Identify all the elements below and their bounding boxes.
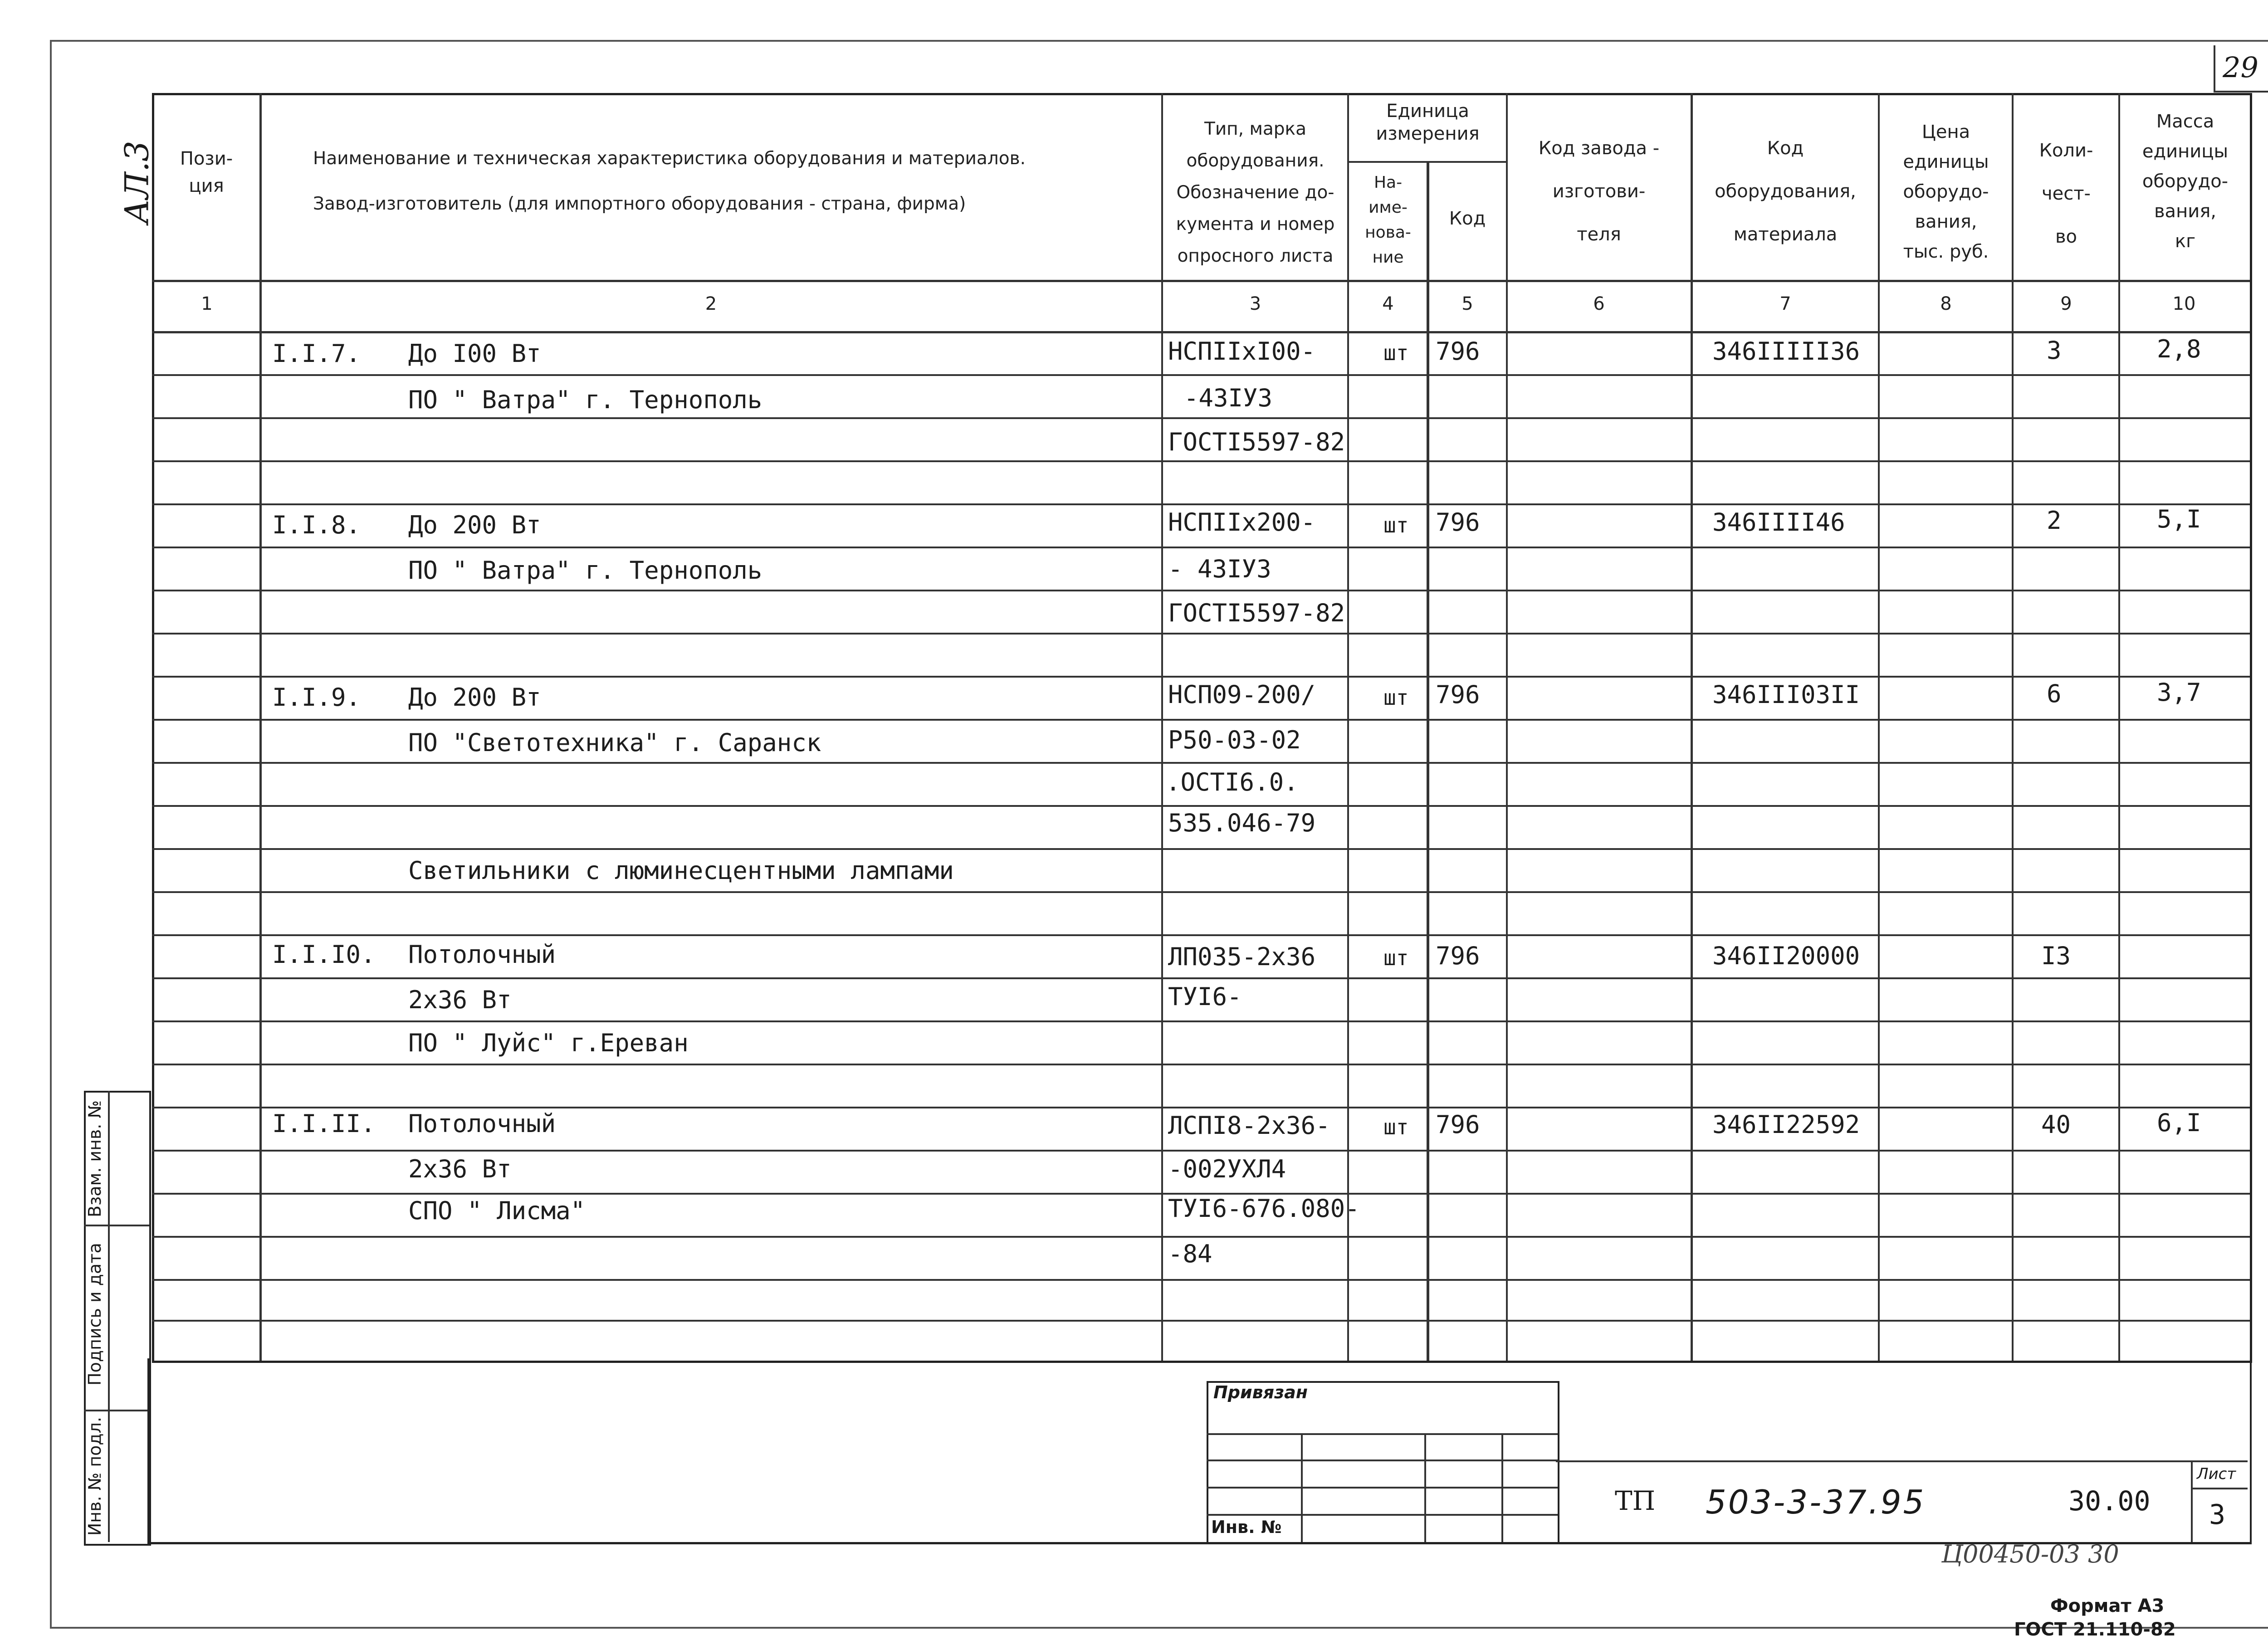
cell-name: ПО " Ватра" г. Тернополь: [408, 386, 763, 414]
header-plant-code: Код завода - изготови- теля: [1538, 138, 1660, 245]
header-quantity: Коли- чест- во: [2039, 140, 2093, 247]
cell-code: 796: [1436, 1110, 1480, 1139]
side-label-replaced-inv: Взам. инв. №: [85, 1100, 105, 1218]
cell-name: ПО "Светотехника" г. Саранск: [408, 728, 821, 757]
cell-type: ТУI6-676.080-: [1168, 1194, 1360, 1223]
side-label-signature-date: Подпись и дата: [85, 1243, 105, 1386]
cell-position: I.I.I0.: [272, 940, 376, 969]
page-number: 29: [2223, 51, 2258, 84]
cell-name: Потолочный: [408, 940, 556, 969]
cell-unit: шт: [1383, 513, 1409, 537]
cell-quantity: 40: [2041, 1110, 2071, 1139]
cell-mass: 3,7: [2157, 678, 2201, 707]
col-num-1: 1: [201, 293, 213, 314]
cell-position: I.I.9.: [272, 683, 361, 712]
header-price: Цена единицы оборудо- вания, тыс. руб.: [1903, 122, 1989, 262]
header-equipment-code: Код оборудования, материала: [1715, 138, 1856, 245]
cell-type: -43IУЗ: [1184, 384, 1273, 412]
cell-position: I.I.II.: [272, 1109, 376, 1138]
cell-type: ЛСПI8-2х36-: [1168, 1111, 1330, 1140]
cell-type: НСПIIхI00-: [1168, 337, 1316, 366]
cell-mass: 2,8: [2157, 335, 2201, 363]
cell-name: 2х36 Вт: [408, 986, 512, 1014]
inventory-label: Инв. №: [1211, 1517, 1282, 1537]
header-unit-code: Код: [1449, 208, 1486, 229]
cell-mass: 5,I: [2157, 505, 2201, 533]
col-num-9: 9: [2060, 293, 2072, 314]
cell-type: ЛП035-2х36: [1168, 942, 1316, 971]
cell-code: 796: [1436, 680, 1480, 709]
stamp-area: [147, 1358, 2252, 1544]
cell-code: 796: [1436, 337, 1480, 366]
header-position: Пози- ция: [180, 148, 233, 196]
cell-name: 2х36 Вт: [408, 1155, 512, 1183]
doc-section: 30.00: [2068, 1485, 2151, 1517]
cell-quantity: 3: [2047, 336, 2062, 365]
cell-type: ТУI6-: [1168, 982, 1242, 1011]
cell-name: До I00 Вт: [408, 339, 541, 368]
col-num-4: 4: [1382, 293, 1394, 314]
section-title: Светильники с люминесцентными лампами: [408, 856, 954, 885]
cell-unit: шт: [1383, 946, 1409, 970]
cell-quantity: 2: [2047, 506, 2062, 535]
cell-type: НСПIIх200-: [1168, 508, 1316, 537]
col-num-3: 3: [1249, 293, 1261, 314]
cell-unit: шт: [1383, 685, 1409, 710]
col-num-6: 6: [1593, 293, 1605, 314]
header-unit-name: На- име- нова- ние: [1365, 173, 1411, 267]
format-label: Формат А3: [2050, 1596, 2165, 1616]
cell-type: -84: [1168, 1240, 1212, 1268]
cell-type: .ОСТI6.0.: [1166, 768, 1299, 796]
cell-name: ПО " Ватра" г. Тернополь: [408, 556, 763, 585]
cell-name: До 200 Вт: [408, 511, 541, 539]
cell-name: Потолочный: [408, 1109, 556, 1138]
header-mass: Масса единицы оборудо- вания, кг: [2142, 111, 2229, 252]
cell-type: - 43IУЗ: [1168, 555, 1271, 583]
binding-label: Привязан: [1213, 1382, 1308, 1402]
cell-type: Р50-03-02: [1168, 726, 1301, 754]
cell-name: СПО " Лисма": [408, 1196, 586, 1225]
sheet-label: Лист: [2197, 1465, 2236, 1483]
cell-equipment-code: 346II20000: [1712, 942, 1860, 970]
doc-prefix: ТП: [1615, 1485, 1656, 1516]
header-name: Наименование и техническая характеристика оборудования и материалов. Завод-изготовитель (для импортного оборудования - страна, фирма): [313, 148, 1026, 214]
col-num-10: 10: [2172, 293, 2196, 314]
cell-type: 535.046-79: [1168, 809, 1316, 837]
cell-type: ГОСТI5597-82: [1168, 599, 1345, 627]
cell-unit: шт: [1383, 1115, 1409, 1139]
cell-position: I.I.7.: [272, 339, 361, 368]
cell-type: -002УХЛ4: [1168, 1155, 1286, 1183]
cell-equipment-code: 346III03II: [1712, 680, 1860, 709]
cell-name: До 200 Вт: [408, 683, 541, 712]
cell-type: ГОСТI5597-82: [1168, 428, 1345, 456]
cell-type: НСП09-200/: [1168, 680, 1316, 709]
cell-equipment-code: 346IIII46: [1712, 508, 1845, 537]
side-label-original-inv: Инв. № подл.: [85, 1416, 105, 1536]
gost-label: ГОСТ 21.110-82: [2014, 1619, 2176, 1640]
header-type: Тип, марка оборудования. Обозначение до- кумента и номер опросного листа: [1176, 119, 1335, 266]
cell-quantity: 6: [2047, 679, 2062, 708]
cell-code: 796: [1436, 508, 1480, 537]
handwritten-code: Ц00450-03 30: [1941, 1540, 2119, 1568]
col-num-5: 5: [1461, 293, 1473, 314]
col-num-7: 7: [1779, 293, 1791, 314]
sheet-number: 3: [2209, 1499, 2226, 1531]
side-mark: АЛ.3: [117, 141, 156, 224]
cell-quantity: I3: [2041, 942, 2071, 970]
cell-equipment-code: 346II22592: [1712, 1110, 1860, 1139]
cell-mass: 6,I: [2157, 1108, 2201, 1137]
cell-position: I.I.8.: [272, 511, 361, 539]
cell-unit: шт: [1383, 341, 1409, 365]
header-unit-group: Единица измерения: [1376, 101, 1480, 144]
doc-code: 503-3-37.95: [1706, 1483, 1926, 1521]
col-num-8: 8: [1940, 293, 1952, 314]
cell-name: ПО " Луйс" г.Ереван: [408, 1029, 689, 1057]
col-num-2: 2: [705, 293, 717, 314]
cell-code: 796: [1436, 942, 1480, 970]
cell-equipment-code: 346IIIII36: [1712, 337, 1860, 366]
